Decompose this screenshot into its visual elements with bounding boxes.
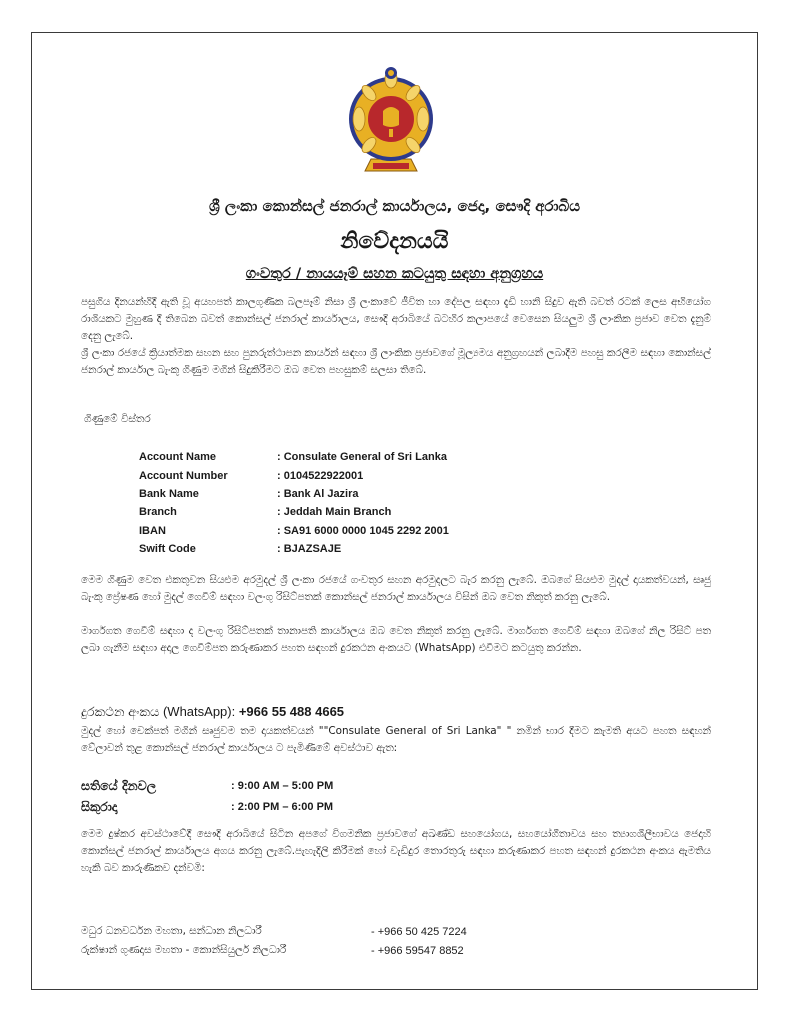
- contact-name: රුක්ෂාන් ගුණදාස මහතා - කොන්සියුලර් නිලධාරී: [81, 944, 287, 956]
- table-row: [139, 522, 449, 540]
- account-label: Branch: [139, 506, 177, 519]
- account-label: Bank Name: [139, 487, 199, 500]
- account-value: : BJAZSAJE: [277, 543, 342, 556]
- table-row: [139, 448, 449, 466]
- contact-phone: - +966 59547 8852: [371, 944, 464, 957]
- account-label: IBAN: [139, 524, 166, 537]
- account-value: : 0104522922001: [277, 469, 364, 482]
- paragraph-damage-notice: පසුගිය දිනයන්හිදී ඇති වූ අයහපත් කාලගුණික බලපෑම් නිසා ශ්‍රී ලංකාවේ ජීවිත හා දේපල සඳහා දැඩි හානි සිදුව ඇති බවත් රටක් ලෙස අභියෝග රාශියකට මුහුණ දී තිබෙන බවත් කොන්සල් ජනරාල් කාර්යාලය, සෞදි අරාබියේ බටහිර කලාපයේ වෙසෙන සියලුම ශ්‍රී ලාංකික ප්‍රජාව වෙත දැනුම් දෙනු ලැබේ.: [81, 296, 711, 342]
- contact-name: මධුර ධනවර්ධන මහතා, සන්ධාන නිලධාරී: [81, 925, 262, 937]
- table-row: [81, 922, 467, 941]
- table-row: [81, 941, 467, 960]
- paragraph-bank-facility: ශ්‍රී ලංකා රජයේ ක්‍රියාත්මක සහන සහ පුනරුත්ථාපන කාර්යන් සඳහා ශ්‍රී ලාංකික ප්‍රජාවගේ මූල්‍යමය අනුග්‍රහයන් ලබාදීම පහසු කරලීම සඳහා කොන්සල් ජනරාල් කාර්යාල බැංකු ගිණුම මගින් සිදුකිරීමට ඔබ වෙත පහසුකම් සලසා තිබේ.: [81, 347, 711, 376]
- account-label: Account Number: [139, 469, 228, 482]
- paragraph-cash-donations: මුදල් හෝ චෙක්පත් මගින් සෘජුවම තම දායකත්වයන් ""Consulate General of Sri Lanka" " නමින් භාර දීමට කැමති අයට පහත සඳහන් වේලාවන් තුළ කොන්සල් ජනරාල් කාර්යාලය ට පැමිණීමේ අවස්ථාව ඇත:: [81, 725, 711, 754]
- table-row: [139, 503, 449, 521]
- hours-day: සිකුරාදා: [81, 798, 118, 814]
- contacts-table: [81, 922, 467, 960]
- whatsapp-number: +966 55 488 4665: [238, 704, 345, 719]
- hours-time: : 2:00 PM – 6:00 PM: [231, 800, 334, 813]
- notice-title: නිවේදනයයි: [340, 229, 449, 254]
- table-row: [81, 775, 333, 796]
- hours-day: සතියේ දිනවල: [81, 777, 157, 793]
- account-value: : Jeddah Main Branch: [277, 506, 392, 519]
- paragraph-appreciation: මෙම දුෂ්කර අවස්ථාවේදී සෞදි අරාබියේ සිටින අපගේ විගමනික ප්‍රජාවගේ අඛණ්ඩ සහයෝගය, සහයෝගීතාවය සහ ත්‍යාගශීලීභාවය ජෙදාහි කොන්සල් ජනරාල් කාර්යාලය අගය කරනු ලැබේ.පැහැදිලි කිරීමක් හෝ වැඩිදුර තොරතුරු සඳහා කරුණාකර පහත සඳහන් දුරකථන අංකය ඇමතිය හැකි බව කාරුණිකව දන්වමි:: [81, 828, 711, 874]
- table-row: [139, 466, 449, 484]
- contact-phone: - +966 50 425 7224: [371, 925, 467, 938]
- table-row: [81, 796, 333, 817]
- office-title: ශ්‍රී ලංකා කොන්සල් ජනරාල් කාර්යාලය, ජෙදා, සෞදි අරාබිය: [208, 197, 581, 215]
- whatsapp-line: [81, 704, 344, 720]
- hours-time: : 9:00 AM – 5:00 PM: [231, 779, 334, 792]
- account-label: Account Name: [139, 451, 217, 464]
- account-value: : Bank Al Jazira: [277, 487, 359, 500]
- account-details-table: [139, 448, 449, 558]
- whatsapp-label: දුරකථන අංකය (WhatsApp):: [81, 704, 239, 719]
- account-value: : SA91 6000 0000 1045 2292 2001: [277, 524, 449, 537]
- paragraph-receipts: මෙම ගිණුම වෙත එකතුවන සියළුම අරමුදල් ශ්‍රී ලංකා රජයේ ගංවතුර සහන අරමුදලට බැර කරනු ලැබේ. ඔබගේ සියළුම මුදල් දායකත්වයන්, සෘජු බැංකු ප්‍රේෂණ හෝ මුදල් ගෙවීම් සඳහා වලංගු රිසිට්පතක් කොන්සල් ජනරාල් කාර්යාලය විසින් ඔබ වෙත නිකුත් කරනු ලැබේ.: [81, 574, 711, 603]
- paragraph-online-payments: මාර්ගගත ගෙවීම් සඳහා ද වලංගු රිසිට්පතක් තානාපති කාර්යාලය ඔබ වෙත නිකුත් කරනු ලැබේ. මාර්ගගත ගෙවීම් සඳහා ඔබගේ නිල රිසිට් පත ලබා ගැනීම සඳහා අදාල ගෙවීම්පත කරුණාකර පහත සඳහන් දුරකථන අංකයට (WhatsApp) එවීමට කටයුතු කරන්න.: [81, 625, 711, 654]
- office-hours-table: [81, 775, 333, 817]
- notice-subject: ගංවතුර / නායයෑම් සහන කටයුතු සඳහා අනුග්‍රහය: [245, 266, 544, 282]
- sri-lanka-emblem-icon: [345, 63, 437, 181]
- account-label: Swift Code: [139, 543, 196, 556]
- account-value: : Consulate General of Sri Lanka: [277, 451, 447, 464]
- account-details-heading: ගිණුමේ විස්තර: [84, 413, 151, 425]
- table-row: [139, 485, 449, 503]
- table-row: [139, 540, 449, 558]
